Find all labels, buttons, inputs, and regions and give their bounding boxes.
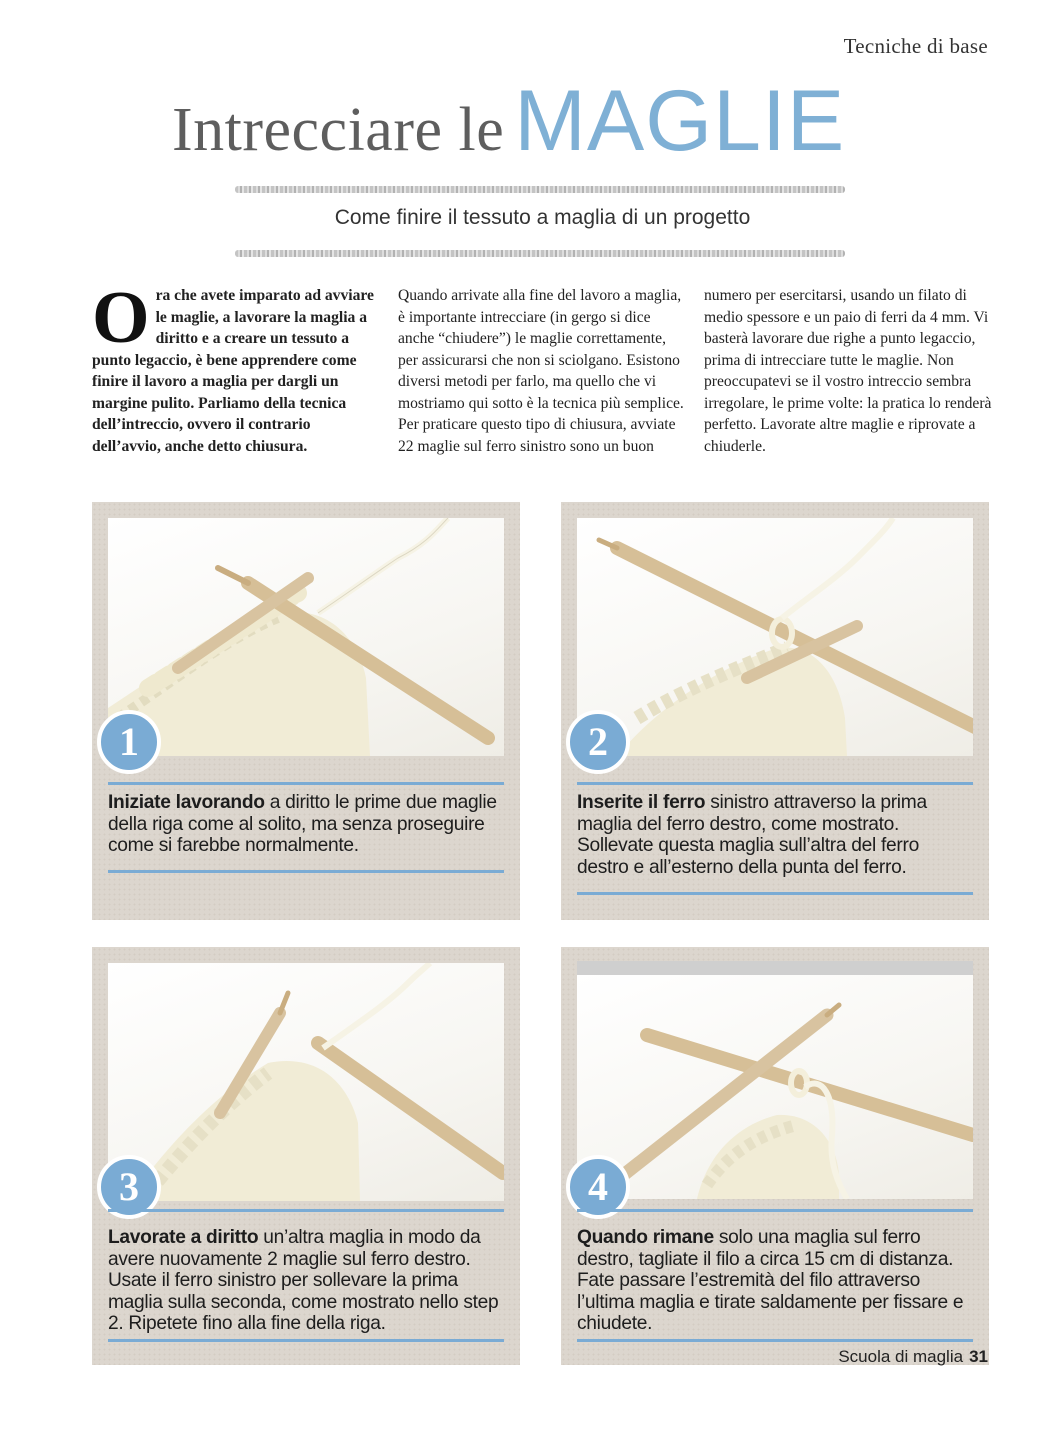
caption-rule-bottom-2 [577,892,973,895]
step-caption-3 [108,1227,504,1335]
step-caption-bold-4: Quando rimane [577,1227,714,1248]
step-photo-3 [108,963,504,1201]
step-number-3: 3 [97,1155,161,1219]
step-number-4: 4 [566,1155,630,1219]
subtitle: Come finire il tessuto a maglia di un progetto [334,206,751,229]
step-card-1 [92,502,520,920]
caption-rule-top-3 [108,1209,504,1212]
page-footer [838,1347,988,1367]
step-card-3 [92,947,520,1365]
knitting-illustration-1 [108,518,504,756]
step-caption-text-2: sinistro attraverso la prima maglia del ferro destro, come mostrato. Sollevate questa maglia sull’altra del ferro destro e all’esterno della punta del ferro. [577,792,927,878]
step-card-2 [561,502,989,920]
title-part-2: MAGLIE [514,73,846,169]
page-title [172,73,846,169]
section-label: Tecniche di base [843,34,988,58]
caption-rule-top-1 [108,782,504,785]
step-number-2: 2 [566,710,630,774]
intro-column-1 [92,277,374,457]
step-photo-1 [108,518,504,756]
step-caption-bold-3: Lavorate a diritto [108,1227,259,1248]
step-photo-4 [577,975,973,1199]
step-caption-text-3: un’altra maglia in modo da avere nuovamente 2 maglie sul ferro destro. Usate il ferro sinistro per sollevare la prima maglia sulla seconda, come mostrato nello step 2. Ripetete fino alla fine della riga. [108,1227,499,1335]
step-caption-text-4: solo una maglia sul ferro destro, tagliate il filo a circa 15 cm di distanza. Fate passare l’estremità del filo attraverso l’ultima maglia e tirate saldamente per fissare e chiudete. [577,1227,964,1335]
step-photo-2 [577,518,973,756]
intro-text-1: ra che avete imparato ad avviare le maglie, a lavorare la maglia a diritto e a creare un tessuto a punto legaccio, è bene apprendere come finire il lavoro a maglia per dargli un margine pulito. Parliamo della tecnica dell’intreccio, ovvero il contrario dell’avvio, anche detto chiusura. [92,287,374,455]
knitting-illustration-4 [577,975,973,1199]
decorative-line-top [235,186,845,193]
page-number: 31 [969,1347,988,1366]
step-number-1: 1 [97,710,161,774]
caption-rule-bottom-4 [577,1339,973,1342]
caption-rule-top-2 [577,782,973,785]
magazine-name: Scuola di maglia [838,1347,964,1366]
step-caption-bold-1: Iniziate lavorando [108,792,265,813]
intro-column-2: Quando arrivate alla fine del lavoro a maglia, è importante intrecciare (in gergo si dice anche “chiudere”) le maglie correttamente, per assicurarsi che non si sciolgano. Esistono diversi metodi per farlo, ma quello che vi mostriamo qui sotto è la tecnica più semplice. Per praticare questo tipo di chiusura, avviate 22 maglie sul ferro sinistro sono un buon [398,287,684,455]
caption-rule-top-4 [577,1209,973,1212]
step-caption-text-1: a diritto le prime due maglie della riga come al solito, ma senza proseguire come si farebbe normalmente. [108,792,497,857]
decorative-line-bottom [235,250,845,257]
caption-rule-bottom-1 [108,870,504,873]
knitting-illustration-3 [108,963,504,1201]
caption-rule-bottom-3 [108,1339,504,1342]
step-caption-bold-2: Inserite il ferro [577,792,706,813]
step-caption-1 [108,792,504,857]
knitting-illustration-2 [577,518,973,756]
step-card-4 [561,947,989,1365]
intro-column-3: numero per esercitarsi, usando un filato di medio spessore e un paio di ferri da 4 mm. Vi basterà lavorare due righe a punto legaccio, prima di intrecciare tutte le maglie. Non preoccupatevi se il vostro intreccio sembra irregolare, le prime volte: la pratica lo renderà perfetto. Lavorate altre maglie e riprovate a chiuderle. [704,287,992,455]
dropcap: O [92,277,150,359]
title-part-1: Intrecciare le [172,96,505,164]
step-caption-2 [577,792,973,878]
step-caption-4 [577,1227,973,1335]
photo-top-bar-4 [577,961,973,975]
